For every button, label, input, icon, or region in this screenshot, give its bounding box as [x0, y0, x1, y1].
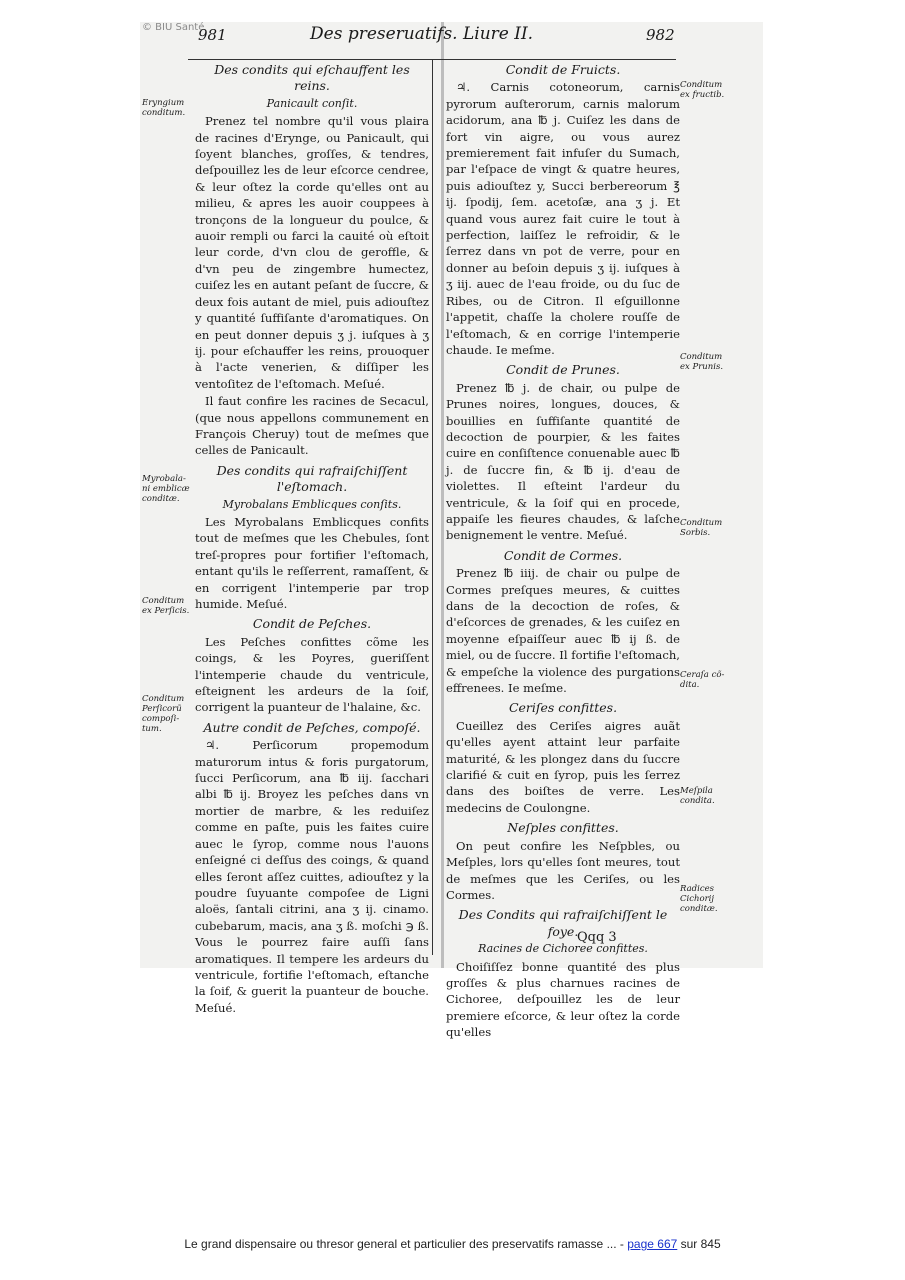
heading: Autre condit de Peſches, compoſé. — [203, 719, 421, 735]
heading: Des condits qui eſchauffent les reins. — [214, 62, 410, 94]
heading: Des Condits qui rafraiſchiſſent le foye. — [458, 907, 668, 939]
heading: Condit de Peſches. — [252, 616, 372, 632]
heading: Neſples confittes. — [507, 820, 619, 836]
margin-note: Ceraſa cõ- dita. — [680, 670, 725, 690]
margin-note: Eryngium conditum. — [142, 98, 186, 118]
paragraph: On peut confire les Neſpbles, ou Meſples, lors qu'elles ſont meures, tout de meſmes que les Ceriſes, ou les Cormes. — [446, 838, 680, 902]
margin-note: Radices Cichorij conditæ. — [680, 884, 718, 914]
heading: Ceriſes confittes. — [508, 700, 618, 716]
margin-note: Conditum Perſicorũ compoſi- tum. — [142, 694, 185, 734]
paragraph: ♃. Carnis cotoneorum, carnis pyrorum auſterorum, carnis malorum acidorum, ana ℔ j. Cuiſez les dans de fort vin aigre, ou vous aurez premierement fait infuſer du Sumach, par l'eſpace de vingt & quatre heures, puis adiouſtez y, Succi berbereorum ℥ ij. ſpodij, ſem. acetoſæ, ana ʒ j. Et quand vous aurez fait cuire le tout à perfection, laiſſez le refroidir, & le ſerrez dans vn pot de verre, pour en donner au beſoin depuis ʒ ij. iuſques à ʒ iij. auec de l'eau froide, ou du ſuc de Ribes, ou de Citron. Il eſguillonne l'appetit, chaſſe la cholere rouſſe de l'eſtomach, & en corrige l'intemperie chaude. Ie meſme. — [446, 80, 680, 357]
paragraph: Cueillez des Ceriſes aigres auãt qu'elles ayent attaint leur parfaite maturité, & les plongez dans du ſuccre clarifié & cuit en ſyrop, puis les ſerrez dans des boiſtes de verre. Les medecins de Coulongne. — [446, 718, 680, 815]
left-text-column — [195, 58, 429, 1017]
margin-note: Myrobala- ni emblicæ conditæ. — [142, 474, 190, 504]
paragraph: Les Peſches confittes cõme les coings, & les Poyres, gueriſſent l'intemperie chaude du ventricule, eſteignent les ardeurs de la ſoif, corrigent la puanteur de l'halaine, &c. — [195, 634, 429, 715]
paragraph: Les Myrobalans Emblicques confits tout de meſmes que les Chebules, ſont treſ-propres pour fortifier l'eſtomach, entant qu'ils le reſſerrent, ramaſſent, & en corrigent l'intemperie par trop humide. Meſué. — [195, 514, 429, 611]
scanned-page-image — [140, 22, 763, 1040]
heading: Condit de Cormes. — [503, 547, 623, 563]
paragraph: ♃. Perſicorum propemodum maturorum intus & foris purgatorum, ſucci Perſicorum, ana ℔ iij. ſacchari albi ℔ ij. Broyez les peſches dans vn mortier de marbre, & les reduiſez comme en paſte, puis les faites cuire auec le ſyrop, comme nous l'auons enſeigné ci deſſus des coings, & quand elles ſeront aſſez cuittes, adiouſtez y la poudre ſuyuante compoſee de Ligni aloës, ſantali citrini, ana ʒ ij. cinamo. cubebarum, macis, ana ʒ ß. moſchi ℈ ß. Vous le pourrez faire auſſi ſans aromatiques. Il tempere les ardeurs du ventricule, fortifie l'eſtomach, eſtanche la ſoif, & guerit la puanteur de bouche. Meſué. — [195, 738, 429, 1015]
margin-note: Conditum ex Prunis. — [680, 352, 724, 372]
footer-suffix: sur 845 — [677, 1237, 721, 1251]
running-head: Des preseruatifs. Liure II. — [310, 24, 534, 44]
left-page-number: 981 — [198, 26, 227, 44]
right-page-number: 982 — [646, 26, 675, 44]
page-footer — [0, 1237, 905, 1251]
margin-note: Meſpila condita. — [680, 786, 715, 806]
watermark: © BIU Santé — [142, 22, 205, 33]
signature-mark: Qqq 3 — [577, 930, 617, 945]
paragraph: Prenez tel nombre qu'il vous plaira de racines d'Erynge, ou Panicault, qui ſoyent blanches, groſſes, & tendres, deſpouillez les de leur eſcorce cendree, & leur oſtez la corde qu'elles ont au milieu, & apres les auoir couppees à tronçons de la longueur du poulce, & auoir rempli ou farci la cauité où eſtoit leur corde, d'vn clou de geroffle, & d'vn peu de zingembre humectez, cuiſez les en autant peſant de ſuccre, & deux fois autant de miel, puis adiouſtez y quantité ſuffiſante d'aromatiques. On en peut donner depuis ʒ j. iuſques à ʒ ij. pour eſchauffer les reins, prouoquer à l'acte venerien, & diſſiper les ventoſitez de l'eſtomach. Meſué. — [195, 114, 429, 391]
heading: Des condits qui rafraiſchiſſent l'eſtomach. — [216, 462, 408, 495]
column-rule — [432, 60, 433, 955]
heading: Condit de Fruicts. — [505, 62, 621, 77]
paragraph: Prenez ℔ j. de chair, ou pulpe de Prunes noires, longues, douces, & bouillies en ſuffiſante quantité de decoction de pourpier, & les faites cuire en conſiſtence conuenable auec ℔ j. de ſuccre fin, & ℔ ij. d'eau de violettes. Il eſteint l'ardeur du ventricule, & la ſoif qui en procede, appaiſe les fieures chaudes, & laſche benignement le ventre. Meſué. — [446, 380, 680, 543]
right-text-column — [446, 58, 680, 1042]
footer-text: Le grand dispensaire ou thresor general et particulier des preservatifs ramasse ... - — [184, 1237, 628, 1251]
paragraph: Prenez ℔ iiij. de chair ou pulpe de Cormes preſques meures, & cuittes dans de la decoction de roſes, & d'eſcorces de grenades, & les cuiſez en moyenne eſpaiſſeur auec ℔ ij ß. de miel, ou de ſuccre. Il fortifie l'eſtomach, & empeſche la violence des purgations effrenees. Ie meſme. — [446, 566, 680, 696]
subheading: Panicault conſit. — [266, 96, 358, 110]
heading: Condit de Prunes. — [506, 362, 620, 378]
paragraph: Choiſiſſez bonne quantité des plus groſſes & plus charnues racines de Cichoree, deſpouillez les de leur premiere eſcorce, & leur oſtez la corde qu'elles — [446, 959, 680, 1040]
paragraph: Il faut confire les racines de Secacul, (que nous appellons communement en François Cheruy) tout de meſmes que celles de Panicault. — [195, 394, 429, 458]
margin-note: Conditum ex Perſicis. — [142, 596, 190, 616]
page-link[interactable]: page 667 — [627, 1237, 678, 1251]
margin-note: Conditum ex fructib. — [680, 80, 725, 100]
margin-note: Conditum Sorbis. — [680, 518, 723, 538]
subheading: Racines de Cichoree confittes. — [478, 942, 648, 956]
subheading: Myrobalans Emblicques conſits. — [222, 497, 402, 511]
